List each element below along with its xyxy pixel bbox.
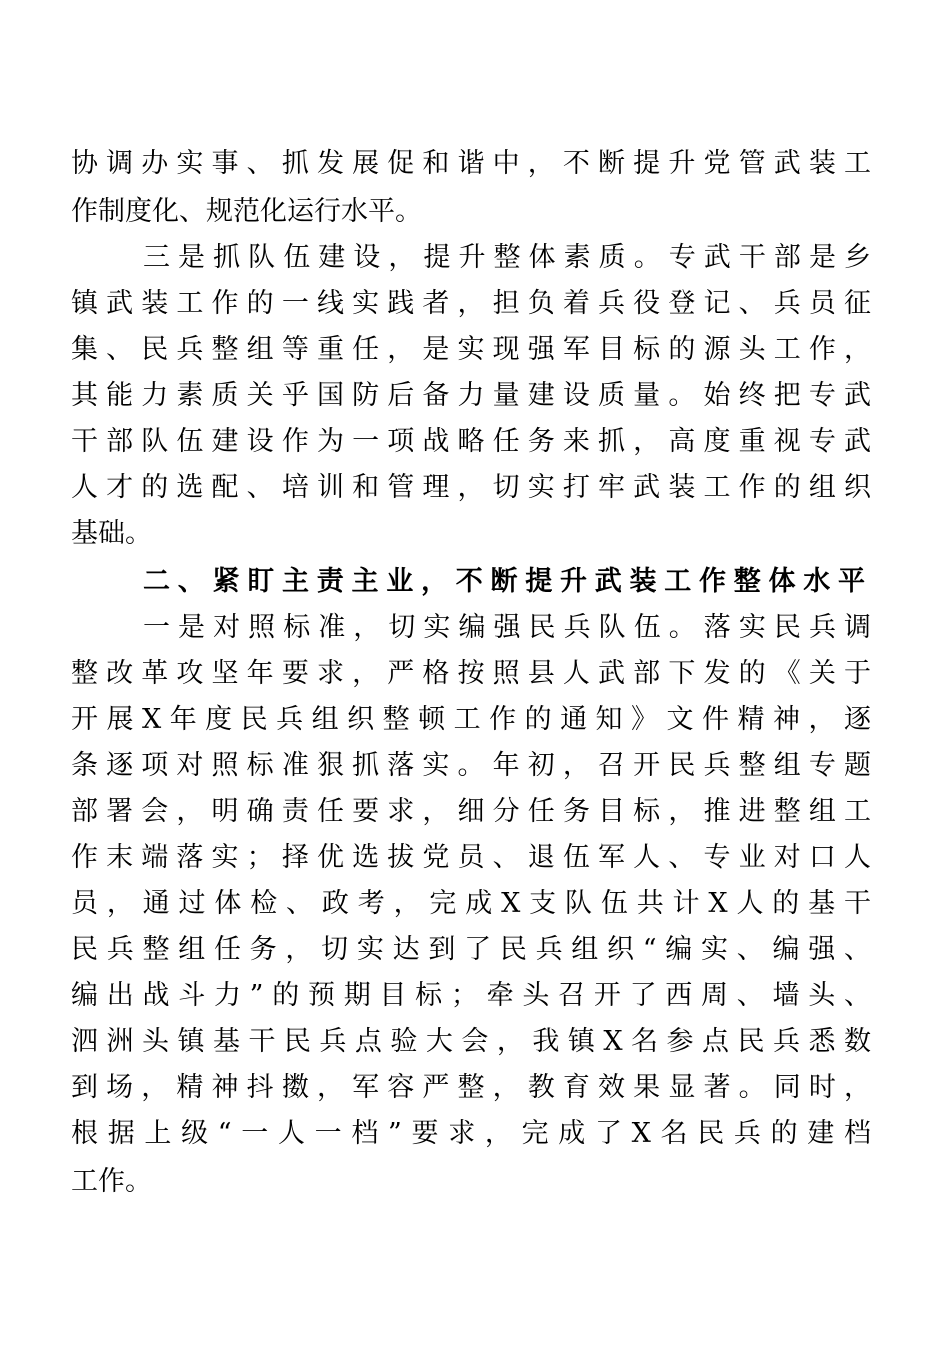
paragraph-line: 作制度化、规范化运行水平。 xyxy=(71,196,422,227)
paragraph-line: 条逐项对照标准狠抓落实。年初，召开民兵整组专题 xyxy=(71,750,871,781)
paragraph-line: 其能力素质关乎国防后备力量建设质量。始终把专武 xyxy=(71,380,871,411)
paragraph-line: 编出战斗力”的预期目标；牵头召开了西周、墙头、 xyxy=(71,980,871,1011)
paragraph-line: 整改革攻坚年要求，严格按照县人武部下发的《关于 xyxy=(71,658,871,689)
paragraph-line: 集、民兵整组等重任，是实现强军目标的源头工作， xyxy=(71,334,871,365)
paragraph-line: 部署会，明确责任要求，细分任务目标，推进整组工 xyxy=(71,796,871,827)
paragraph-line: 协调办实事、抓发展促和谐中，不断提升党管武装工 xyxy=(71,148,871,179)
paragraph-line: 员，通过体检、政考，完成X支队伍共计X人的基干 xyxy=(71,888,871,919)
paragraph-line: 泗洲头镇基干民兵点验大会，我镇X名参点民兵悉数 xyxy=(71,1026,871,1057)
paragraph-line: 基础。 xyxy=(71,518,152,549)
paragraph-line: 一是对照标准，切实编强民兵队伍。落实民兵调 xyxy=(143,612,871,643)
paragraph-line: 干部队伍建设作为一项战略任务来抓，高度重视专武 xyxy=(71,426,871,457)
paragraph-line: 镇武装工作的一线实践者，担负着兵役登记、兵员征 xyxy=(71,288,871,319)
section-heading: 二、紧盯主责主业，不断提升武装工作整体水平 xyxy=(143,566,865,597)
paragraph-line: 民兵整组任务，切实达到了民兵组织“编实、编强、 xyxy=(71,934,871,965)
paragraph-line: 开展X年度民兵组织整顿工作的通知》文件精神，逐 xyxy=(71,704,871,735)
paragraph-line: 作末端落实；择优选拔党员、退伍军人、专业对口人 xyxy=(71,842,871,873)
paragraph-line: 人才的选配、培训和管理，切实打牢武装工作的组织 xyxy=(71,472,871,503)
paragraph-line: 根据上级“一人一档”要求，完成了X名民兵的建档 xyxy=(71,1118,871,1149)
paragraph-line: 到场，精神抖擞，军容严整，教育效果显著。同时， xyxy=(71,1072,871,1103)
paragraph-line: 三是抓队伍建设，提升整体素质。专武干部是乡 xyxy=(143,242,871,273)
paragraph-line: 工作。 xyxy=(71,1166,152,1197)
